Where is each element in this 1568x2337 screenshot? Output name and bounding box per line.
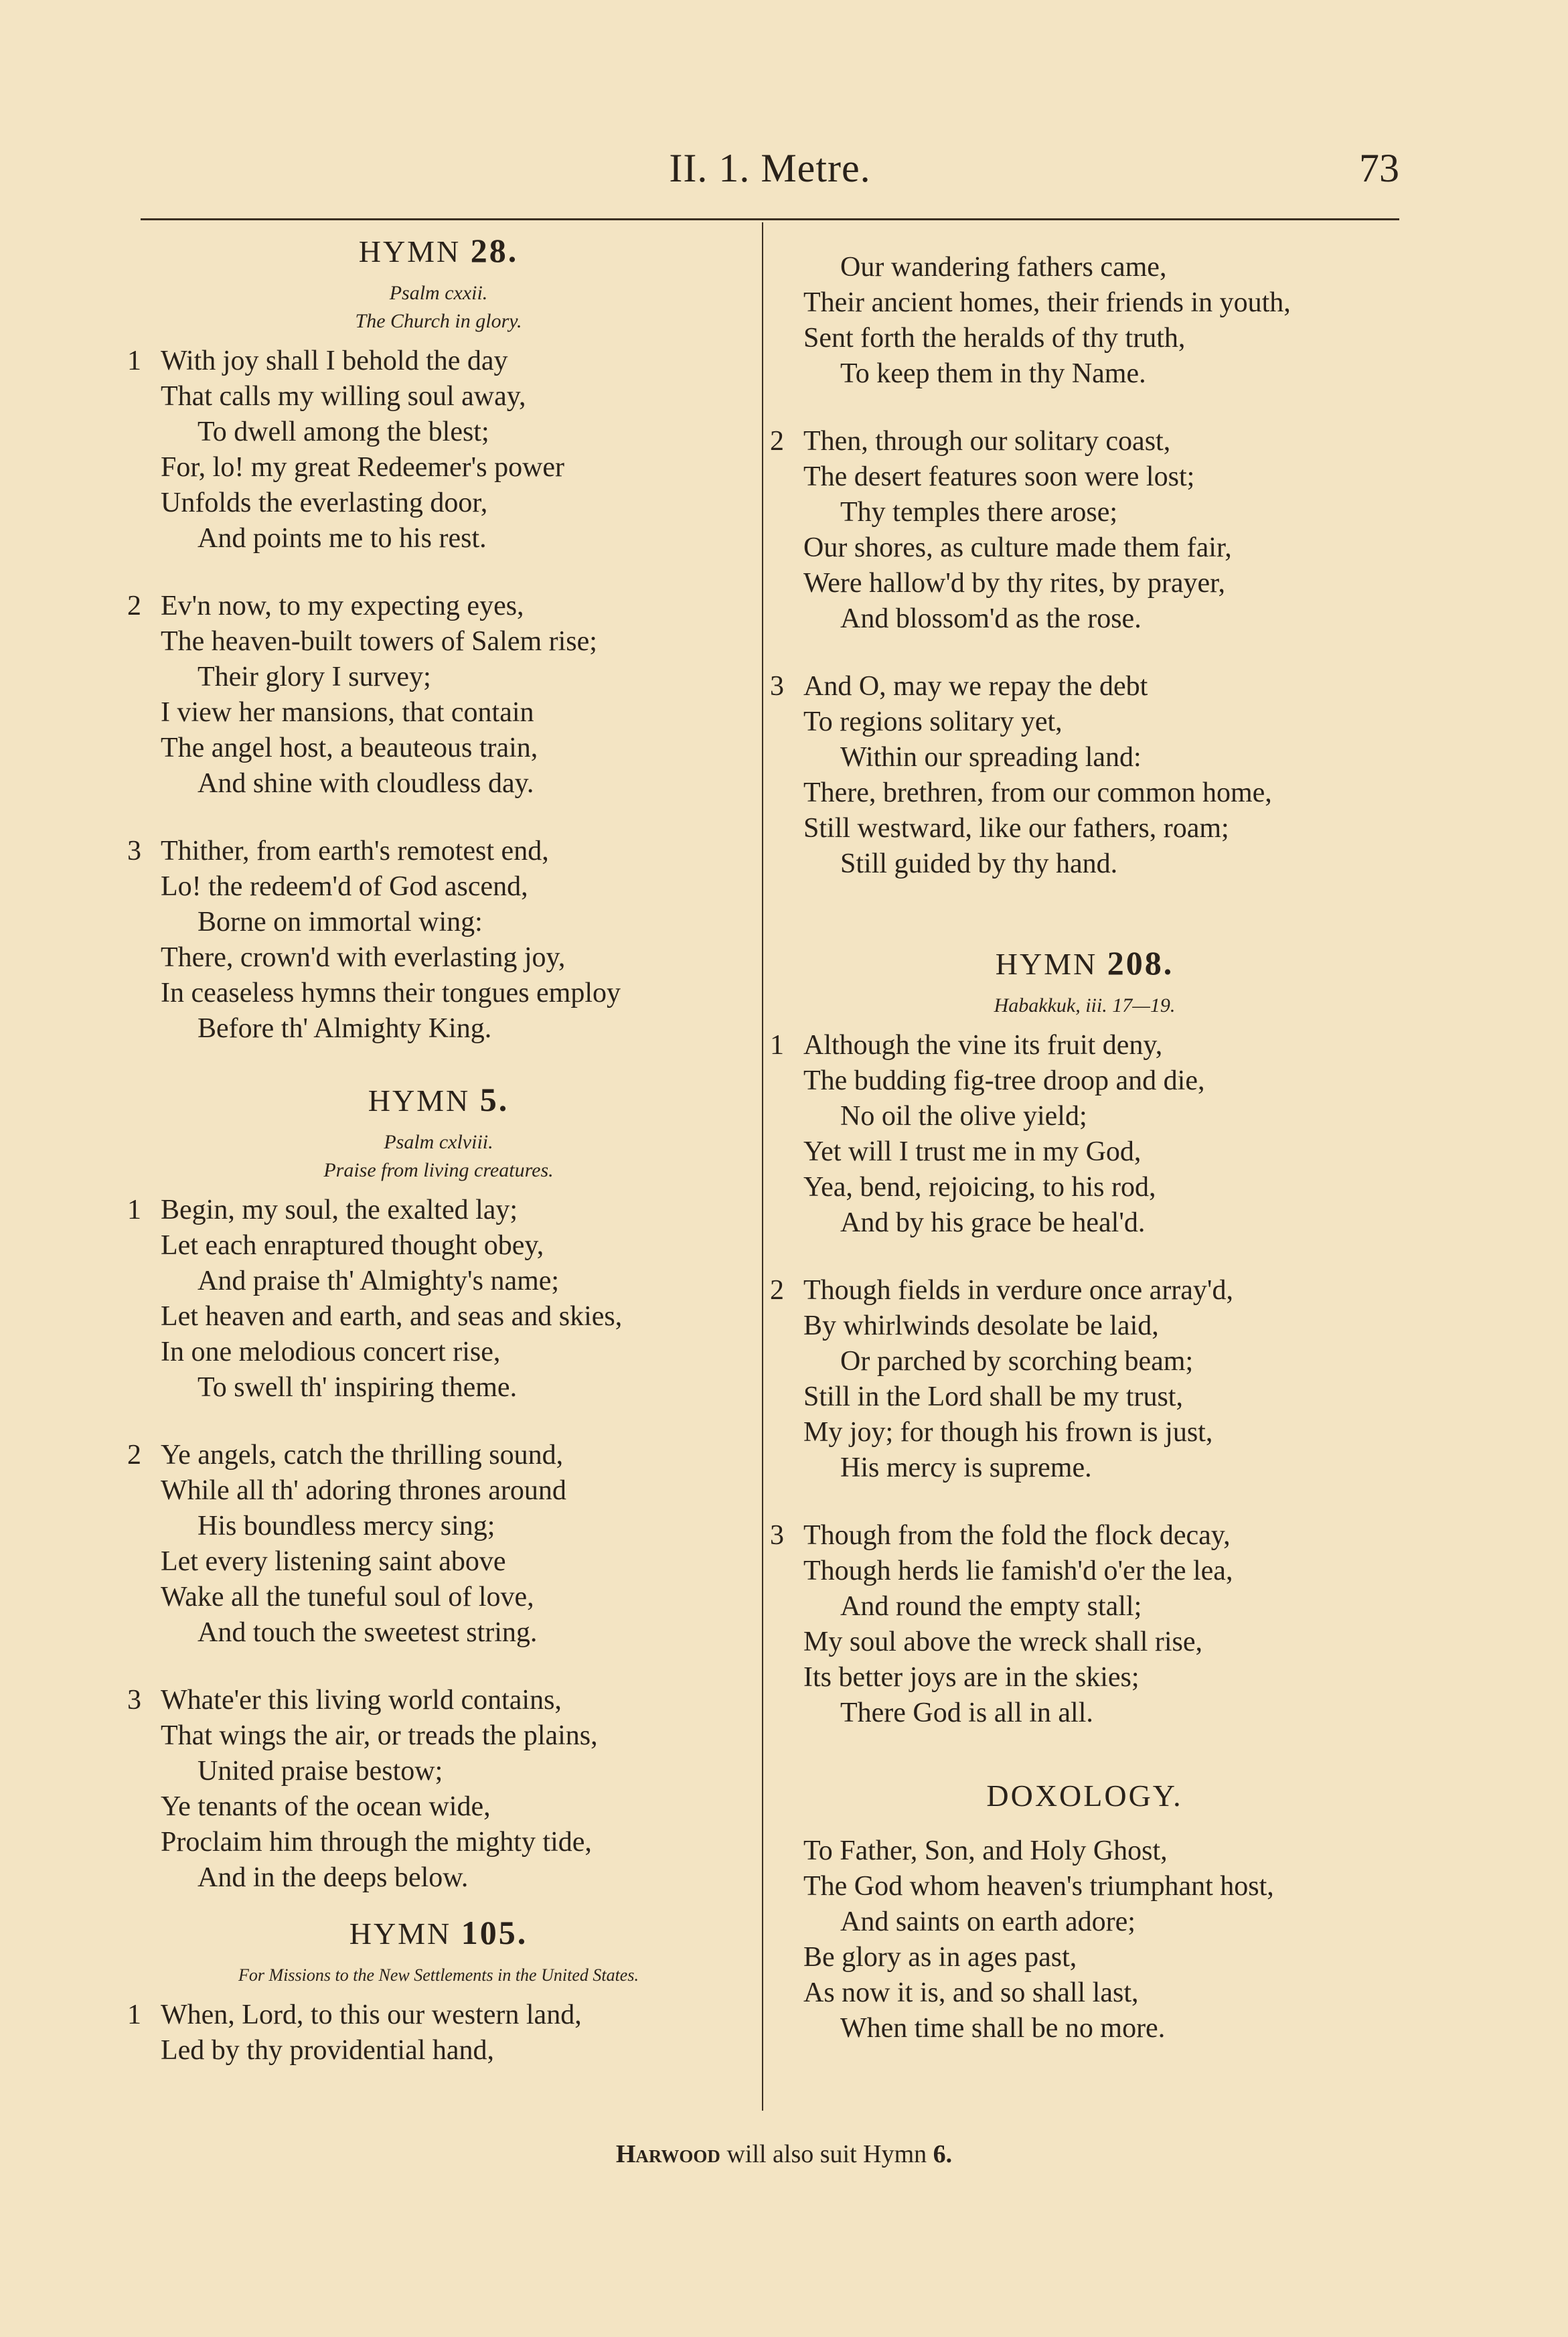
page-number: 73 [1359, 146, 1399, 190]
verse-line: No oil the olive yield; [840, 1101, 1087, 1132]
verse-line: To dwell among the blest; [198, 417, 489, 447]
verse-line: 3 Whate'er this living world contains, [127, 1683, 750, 1718]
footer-text: will also suit Hymn [720, 2140, 933, 2168]
header-rule [141, 218, 1399, 220]
verse-line: The heaven-built towers of Salem rise; [161, 626, 597, 657]
verse-line: And shine with cloudless day. [198, 768, 534, 799]
verse-line: Still guided by thy hand. [840, 848, 1118, 879]
verse-line: His boundless mercy sing; [198, 1511, 495, 1541]
right-column [770, 231, 1399, 2046]
left-column [127, 231, 750, 2068]
verse [127, 344, 750, 556]
verse-line: And round the empty stall; [840, 1591, 1142, 1622]
verse-line: 1 Although the vine its fruit deny, [770, 1028, 1399, 1063]
hymn-subtitle: Praise from living creatures. [323, 1159, 554, 1181]
verse-line: Let heaven and earth, and seas and skies, [161, 1301, 623, 1332]
verse-line: There, crown'd with everlasting joy, [161, 942, 566, 973]
footer-hymn-number: 6. [933, 2140, 953, 2168]
page-header [141, 137, 1399, 198]
verse-line: 1 Begin, my soul, the exalted lay; [127, 1193, 750, 1228]
verse [770, 1028, 1399, 1241]
verse-line: My joy; for though his frown is just, [803, 1417, 1213, 1448]
verse [770, 669, 1399, 882]
verse-number: 3 [127, 1685, 141, 1716]
verse-line: The God whom heaven's triumphant host, [803, 1871, 1274, 1902]
verse-line: Sent forth the heralds of thy truth, [803, 323, 1186, 354]
verse-line: 2 Though fields in verdure once array'd, [770, 1273, 1399, 1308]
verse-line: There, brethren, from our common home, [803, 777, 1272, 808]
hymn-subtitle: For Missions to the New Settlements in the United States. [238, 1965, 639, 1985]
verse-line: By whirlwinds desolate be laid, [803, 1310, 1159, 1341]
verse-line: 3 Though from the fold the flock decay, [770, 1518, 1399, 1554]
verse-line: Our wandering fathers came, [840, 252, 1167, 283]
doxology [770, 1778, 1399, 2046]
verse [770, 1833, 1399, 2046]
psalm-reference: Psalm cxxii. [389, 282, 488, 304]
verse-line: Be glory as in ages past, [803, 1942, 1077, 1973]
verse [127, 834, 750, 1047]
verse-line: Yet will I trust me in my God, [803, 1136, 1142, 1167]
verse-line: While all th' adoring thrones around [161, 1475, 566, 1506]
verse-line: 3 And O, may we repay the debt [770, 669, 1399, 704]
verse-line: Though herds lie famish'd o'er the lea, [803, 1556, 1233, 1586]
verse-line: Unfolds the everlasting door, [161, 487, 488, 518]
verse [127, 589, 750, 802]
verse-line: And points me to his rest. [198, 523, 487, 554]
hymn-title: HYMN 28. [358, 232, 519, 269]
verse-line: Within our spreading land: [840, 742, 1142, 773]
hymn-title: HYMN 208. [995, 944, 1174, 982]
psalm-reference: Psalm cxlviii. [384, 1131, 493, 1153]
verse-line: 1 When, Lord, to this our western land, [127, 1997, 750, 2033]
hymn-208 [770, 944, 1399, 1731]
verse-line: Were hallow'd by thy rites, by prayer, [803, 568, 1225, 599]
hymn-title: HYMN 105. [349, 1914, 528, 1951]
verse-line: 2 Ye angels, catch the thrilling sound, [127, 1438, 750, 1473]
verse-number: 1 [127, 2000, 141, 2030]
verse-line: When time shall be no more. [840, 2013, 1166, 2044]
verse-line: As now it is, and so shall last, [803, 1977, 1139, 2008]
verse-number: 3 [770, 671, 784, 702]
verse [127, 1193, 750, 1406]
verse-line: Wake all the tuneful soul of love, [161, 1582, 534, 1612]
column-divider [762, 222, 763, 2111]
verse-line: Our shores, as culture made them fair, [803, 532, 1232, 563]
verse-line: Led by thy providential hand, [161, 2035, 495, 2066]
verse-line: That calls my willing soul away, [161, 381, 526, 412]
verse-line: In one melodious concert rise, [161, 1337, 501, 1367]
verse-continuation [770, 250, 1399, 392]
verse-line: His mercy is supreme. [840, 1452, 1092, 1483]
verse-line: Or parched by scorching beam; [840, 1346, 1194, 1377]
verse-line: To regions solitary yet, [803, 706, 1063, 737]
verse-line: Their glory I survey; [198, 662, 431, 692]
verse-line: That wings the air, or treads the plains, [161, 1720, 598, 1751]
verse-line: Let every listening saint above [161, 1546, 506, 1577]
verse-number: 1 [127, 346, 141, 376]
verse-line: My soul above the wreck shall rise, [803, 1627, 1203, 1657]
hymn-105 [127, 1913, 750, 2068]
verse-line: Still in the Lord shall be my trust, [803, 1381, 1183, 1412]
verse-line: For, lo! my great Redeemer's power [161, 452, 565, 483]
verse-number: 2 [127, 1440, 141, 1471]
verse-line: And praise th' Almighty's name; [198, 1266, 560, 1296]
scripture-reference: Habakkuk, iii. 17—19. [994, 994, 1176, 1016]
verse-line: To swell th' inspiring theme. [198, 1372, 518, 1403]
footer-note [0, 2139, 1568, 2169]
verse-line: Its better joys are in the skies; [803, 1662, 1140, 1693]
hymn-title: HYMN 5. [368, 1081, 509, 1118]
verse-line: And by his grace be heal'd. [840, 1207, 1146, 1238]
verse [770, 1273, 1399, 1486]
hymn-5 [127, 1080, 750, 1896]
verse-number: 2 [127, 591, 141, 621]
running-head: II. 1. Metre. [669, 146, 871, 190]
verse-line: And touch the sweetest string. [198, 1617, 538, 1648]
hymn-subtitle: The Church in glory. [355, 310, 522, 332]
verse [770, 424, 1399, 637]
verse-number: 1 [127, 1195, 141, 1225]
tune-name: Harwood [615, 2140, 720, 2168]
verse-number: 3 [127, 836, 141, 866]
verse-line: And blossom'd as the rose. [840, 603, 1142, 634]
hymn-28 [127, 231, 750, 1047]
doxology-title: DOXOLOGY. [986, 1779, 1183, 1813]
verse-line: The budding fig-tree droop and die, [803, 1065, 1205, 1096]
verse-line: 2 Ev'n now, to my expecting eyes, [127, 589, 750, 624]
verse-line: I view her mansions, that contain [161, 697, 534, 728]
verse-line: Yea, bend, rejoicing, to his rod, [803, 1172, 1156, 1203]
verse-line: There God is all in all. [840, 1698, 1093, 1728]
verse-number: 2 [770, 1275, 784, 1306]
verse-line: Let each enraptured thought obey, [161, 1230, 544, 1261]
verse-line: Their ancient homes, their friends in youth, [803, 287, 1291, 318]
verse-line: Lo! the redeem'd of God ascend, [161, 871, 528, 902]
verse-line: To keep them in thy Name. [840, 358, 1146, 389]
verse-line: Before th' Almighty King. [198, 1013, 492, 1044]
verse-line: Still westward, like our fathers, roam; [803, 813, 1229, 844]
verse-line: The angel host, a beauteous train, [161, 733, 538, 763]
verse-line: In ceaseless hymns their tongues employ [161, 978, 621, 1008]
verse-line: 2 Then, through our solitary coast, [770, 424, 1399, 459]
verse-line: Thy temples there arose; [840, 497, 1118, 528]
verse-number: 1 [770, 1030, 784, 1061]
verse-line: The desert features soon were lost; [803, 461, 1195, 492]
verse [127, 1438, 750, 1651]
verse [770, 1518, 1399, 1731]
verse-line: And in the deeps below. [198, 1862, 469, 1893]
verse-line: Proclaim him through the mighty tide, [161, 1827, 592, 1858]
verse-line: And saints on earth adore; [840, 1906, 1135, 1937]
verse-number: 3 [770, 1520, 784, 1551]
verse-line: Ye tenants of the ocean wide, [161, 1791, 491, 1822]
verse-line: 1 With joy shall I behold the day [127, 344, 750, 379]
verse-line: Borne on immortal wing: [198, 907, 483, 937]
verse [127, 1683, 750, 1896]
verse-line: 3 Thither, from earth's remotest end, [127, 834, 750, 869]
verse-line: United praise bestow; [198, 1756, 443, 1787]
verse-line: To Father, Son, and Holy Ghost, [803, 1835, 1168, 1866]
verse-number: 2 [770, 426, 784, 457]
verse [127, 1997, 750, 2068]
